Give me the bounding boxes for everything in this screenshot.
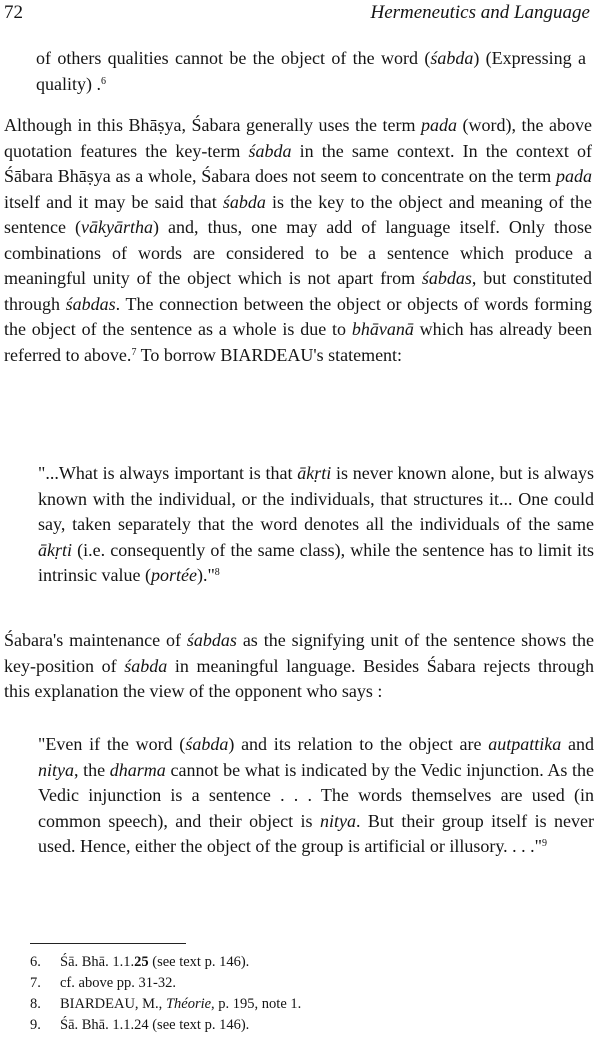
- footnote-ref-7: 7: [131, 346, 137, 358]
- footnotes: [30, 952, 590, 1036]
- paragraph-continued: of others qualities cannot be the object of the word (śabda) (Expressing a quality) .$^6$: [36, 48, 586, 94]
- footnote-9: 9. Śā. Bhā. 1.1.24 (see text p. 146).: [30, 1017, 250, 1033]
- footnote-7: 7. cf. above pp. 31-32.: [30, 975, 176, 991]
- page-number: 72: [4, 2, 23, 23]
- paragraph-sabda-key-term: Although in this Bhāṣya, Śabara generally uses the term pada (word), the above quotation features the key-term śabda in the same context. In the context of Śābara Bhāṣya as a whole, Śabara does not seem to concentrate on the term pada itself and it may be said that śabda is the key to the object and meaning of the sentence (vākyārtha) and, thus, one may add of language itself. Only those combinations of words are considered to be a sentence which produce a meaningful unity of the object which is not apart from śabdas, but constituted through śabdas. The connection between the object or objects of words forming the object of the sentence as a whole is due to bhāvanā which has already been referred to above.$^7$ To borrow BIARDEAU's statement:: [4, 115, 593, 365]
- footnote-ref-9: 9: [542, 838, 548, 849]
- block-quote-biardeau: "...What is always important is that ākṛti is never known alone, but is always known with the individual, or the individuals, that structures it... One could say, taken separately that the word denotes all the individuals of the same ākṛti (i.e. consequently of the same class), while the sentence has to limit its intrinsic value (portée)."$^8$: [38, 463, 594, 585]
- footnote-divider: [30, 943, 186, 944]
- block-quote-opponent: "Even if the word (śabda) and its relation to the object are autpattika and nitya, the dharma cannot be what is indicated by the Vedic injunction. As the Vedic injunction is a sentence . . . The words themselves are used (in common speech), and their object is nitya. But their group itself is never used. Hence, either the object of the group is artificial or illusory. . . ."$^9$: [38, 734, 595, 856]
- page-header: [4, 0, 590, 26]
- footnote-8: 8. BIARDEAU, M., Théorie, p. 195, note 1.: [30, 996, 302, 1012]
- footnote-6: 6. Śā. Bhā. 1.1.25 (see text p. 146).: [30, 954, 250, 970]
- footnote-ref-6: 6: [101, 75, 106, 87]
- running-title: Hermeneutics and Language: [370, 2, 590, 23]
- footnote-ref-8: 8: [214, 567, 220, 578]
- paragraph-sabara-maintenance: Śabara's maintenance of śabdas as the signifying unit of the sentence shows the key-position of śabda in meaningful language. Besides Śabara rejects through this explanation the view of the opponent who says :: [4, 630, 594, 701]
